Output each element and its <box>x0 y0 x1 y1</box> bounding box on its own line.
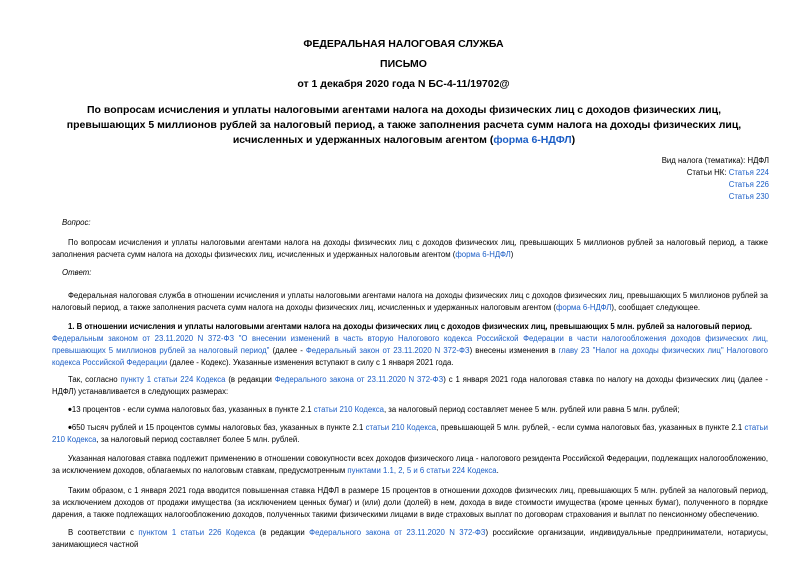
article-210-link-2[interactable]: статьи 210 Кодекса <box>365 423 437 432</box>
bullet-item-2 <box>52 422 768 446</box>
law-372fz-link-3[interactable]: Федерального закона от 23.11.2020 N 372-ФЗ <box>309 528 486 537</box>
para5-t1: В соответствии с <box>68 528 139 537</box>
bullet-item-1 <box>52 404 768 416</box>
bullet2-t1: 650 тысяч рублей и 15 процентов суммы налоговых баз, указанных в пункте 2.1 <box>71 423 366 432</box>
paragraph-2 <box>52 374 768 398</box>
answer-label: Ответ: <box>62 268 92 277</box>
paragraph-4 <box>52 485 768 521</box>
title-form-link[interactable]: форма 6-НДФЛ <box>493 134 572 146</box>
bullet1-t2: , за налоговый период составляет менее 5 млн. рублей или равна 5 млн. рублей; <box>383 405 680 414</box>
question-end: ) <box>510 250 514 259</box>
law-372fz-full-link[interactable]: Федеральным законом от 23.11.2020 N 372-ФЗ "О внесении изменений в часть вторую Налогового кодекса Российской Федерации в части налогообложения доходов физических лиц, превышающих 5 миллионов рублей за налоговый период" <box>52 334 768 355</box>
para5-t3: ) российские организации, индивидуальные предприниматели, нотариусы, занимающиеся частной <box>52 528 768 549</box>
para2-t1: Так, согласно <box>68 375 121 384</box>
para2-t2: (в редакции <box>225 375 275 384</box>
answer-intro-end: ), сообщает следующее. <box>611 303 701 312</box>
article-224-link[interactable]: Статья 224 <box>728 168 769 177</box>
article-224-p1-link[interactable]: пункту 1 статьи 224 Кодекса <box>120 375 226 384</box>
nk-articles-row <box>662 167 769 179</box>
bullet2-t2: , превышающей 5 млн. рублей, - если сумма налоговых баз, указанных в пункте 2.1 <box>436 423 745 432</box>
tax-type: Вид налога (тематика): НДФЛ <box>661 156 769 165</box>
nk-articles-label: Статьи НК: <box>686 168 729 177</box>
section-1-t1: (далее - <box>269 346 306 355</box>
document-title <box>48 103 760 148</box>
paragraph-5 <box>52 527 768 551</box>
para2-t3: ) с 1 января 2021 года налоговая ставка по налогу на доходы физических лиц (далее - НДФЛ) устанавливается в следующих размерах: <box>52 375 768 396</box>
bullet1-t1: 13 процентов - если сумма налоговых баз, указанных в пункте 2.1 <box>71 405 314 414</box>
para4-text: Таким образом, с 1 января 2021 года вводится повышенная ставка НДФЛ в размере 15 процентов в отношении доходов физических лиц, превышающих 5 млн. рублей за налоговый период, за исключением доходов от продажи имущества (за исключением ценных бумаг) и (или) доли (долей) в нем, дохода в виде стоимости имущества (кроме ценных бумаг), полученного в порядке дарения, а также подлежащих налогообложению доходов, полученных такими физическими лицами в виде страховых выплат по договорам страхования и выплат по пенсионному обеспечению. <box>52 486 768 519</box>
question-body: По вопросам исчисления и уплаты налоговыми агентами налога на доходы физических лиц с доходов физических лиц, превышающих 5 миллионов рублей за налоговый период, а также заполнения расчета сумм налога на доходы физических лиц, исчисленных и удержанных налоговым агентом ( <box>52 238 768 259</box>
document-date-number: от 1 декабря 2020 года N БС-4-11/19702@ <box>297 78 510 90</box>
bullet2-t3: , за налоговый период составляет более 5 млн. рублей. <box>96 435 300 444</box>
question-form-link[interactable]: форма 6-НДФЛ <box>455 250 511 259</box>
title-text: По вопросам исчисления и уплаты налоговыми агентами налога на доходы физических лиц с доходов физических лиц, превышающих 5 миллионов рублей за налоговый период, а также заполнения расчета сумм налога на доходы физических лиц, исчисленных и удержанных налоговым агентом ( <box>66 104 742 146</box>
section-1-heading: 1. В отношении исчисления и уплаты налоговыми агентами налога на доходы физических лиц с доходов физических лиц, превышающих 5 млн. рублей за налоговый период. <box>68 322 753 331</box>
agency-name: ФЕДЕРАЛЬНАЯ НАЛОГОВАЯ СЛУЖБА <box>303 38 504 50</box>
bullet-icon: • <box>68 404 72 416</box>
document-type: ПИСЬМО <box>380 58 427 70</box>
answer-intro <box>52 290 768 314</box>
article-226-link[interactable]: Статья 226 <box>728 180 769 189</box>
answer-form-link[interactable]: форма 6-НДФЛ <box>555 303 612 312</box>
paragraph-3 <box>52 453 768 477</box>
para5-t2: (в редакции <box>255 528 310 537</box>
article-224-points-link[interactable]: пунктами 1.1, 2, 5 и 6 статьи 224 Кодекса <box>347 466 497 475</box>
title-end: ) <box>571 134 576 146</box>
para3-t1: Указанная налоговая ставка подлежит применению в отношении совокупности всех доходов физического лица - налогового резидента Российской Федерации, подлежащих налогообложению, за исключением доходов, облагаемых по налоговым ставкам, предусмотренным <box>52 454 768 475</box>
section-1 <box>52 321 768 369</box>
law-372fz-link[interactable]: Федеральный закон от 23.11.2020 N 372-ФЗ <box>305 346 470 355</box>
question-label: Вопрос: <box>62 218 91 227</box>
article-230-link[interactable]: Статья 230 <box>728 192 769 201</box>
bullet-icon: • <box>68 422 72 434</box>
article-226-p1-link[interactable]: пунктом 1 статьи 226 Кодекса <box>138 528 256 537</box>
question-text <box>52 237 768 261</box>
para3-t2: . <box>496 466 499 475</box>
document-meta <box>662 155 769 203</box>
article-210-link-3[interactable]: статьи 210 Кодекса <box>52 423 768 444</box>
section-1-t3: (далее - Кодекс). Указанные изменения вступают в силу с 1 января 2021 года. <box>167 358 454 367</box>
chapter-23-link[interactable]: главу 23 "Налог на доходы физических лиц" Налогового кодекса Российской Федерации <box>52 346 768 367</box>
article-210-link[interactable]: статьи 210 Кодекса <box>313 405 384 414</box>
answer-intro-body: Федеральная налоговая служба в отношении исчисления и уплаты налоговыми агентами налога на доходы физических лиц с доходов физических лиц, превышающих 5 миллионов рублей за налоговый период, а также заполнения расчета сумм налога на доходы физических лиц, исчисленных и удержанных налоговым агентом ( <box>52 291 768 312</box>
section-1-t2: ) внесены изменения в <box>469 346 559 355</box>
law-372fz-link-2[interactable]: Федерального закона от 23.11.2020 N 372-ФЗ <box>274 375 444 384</box>
